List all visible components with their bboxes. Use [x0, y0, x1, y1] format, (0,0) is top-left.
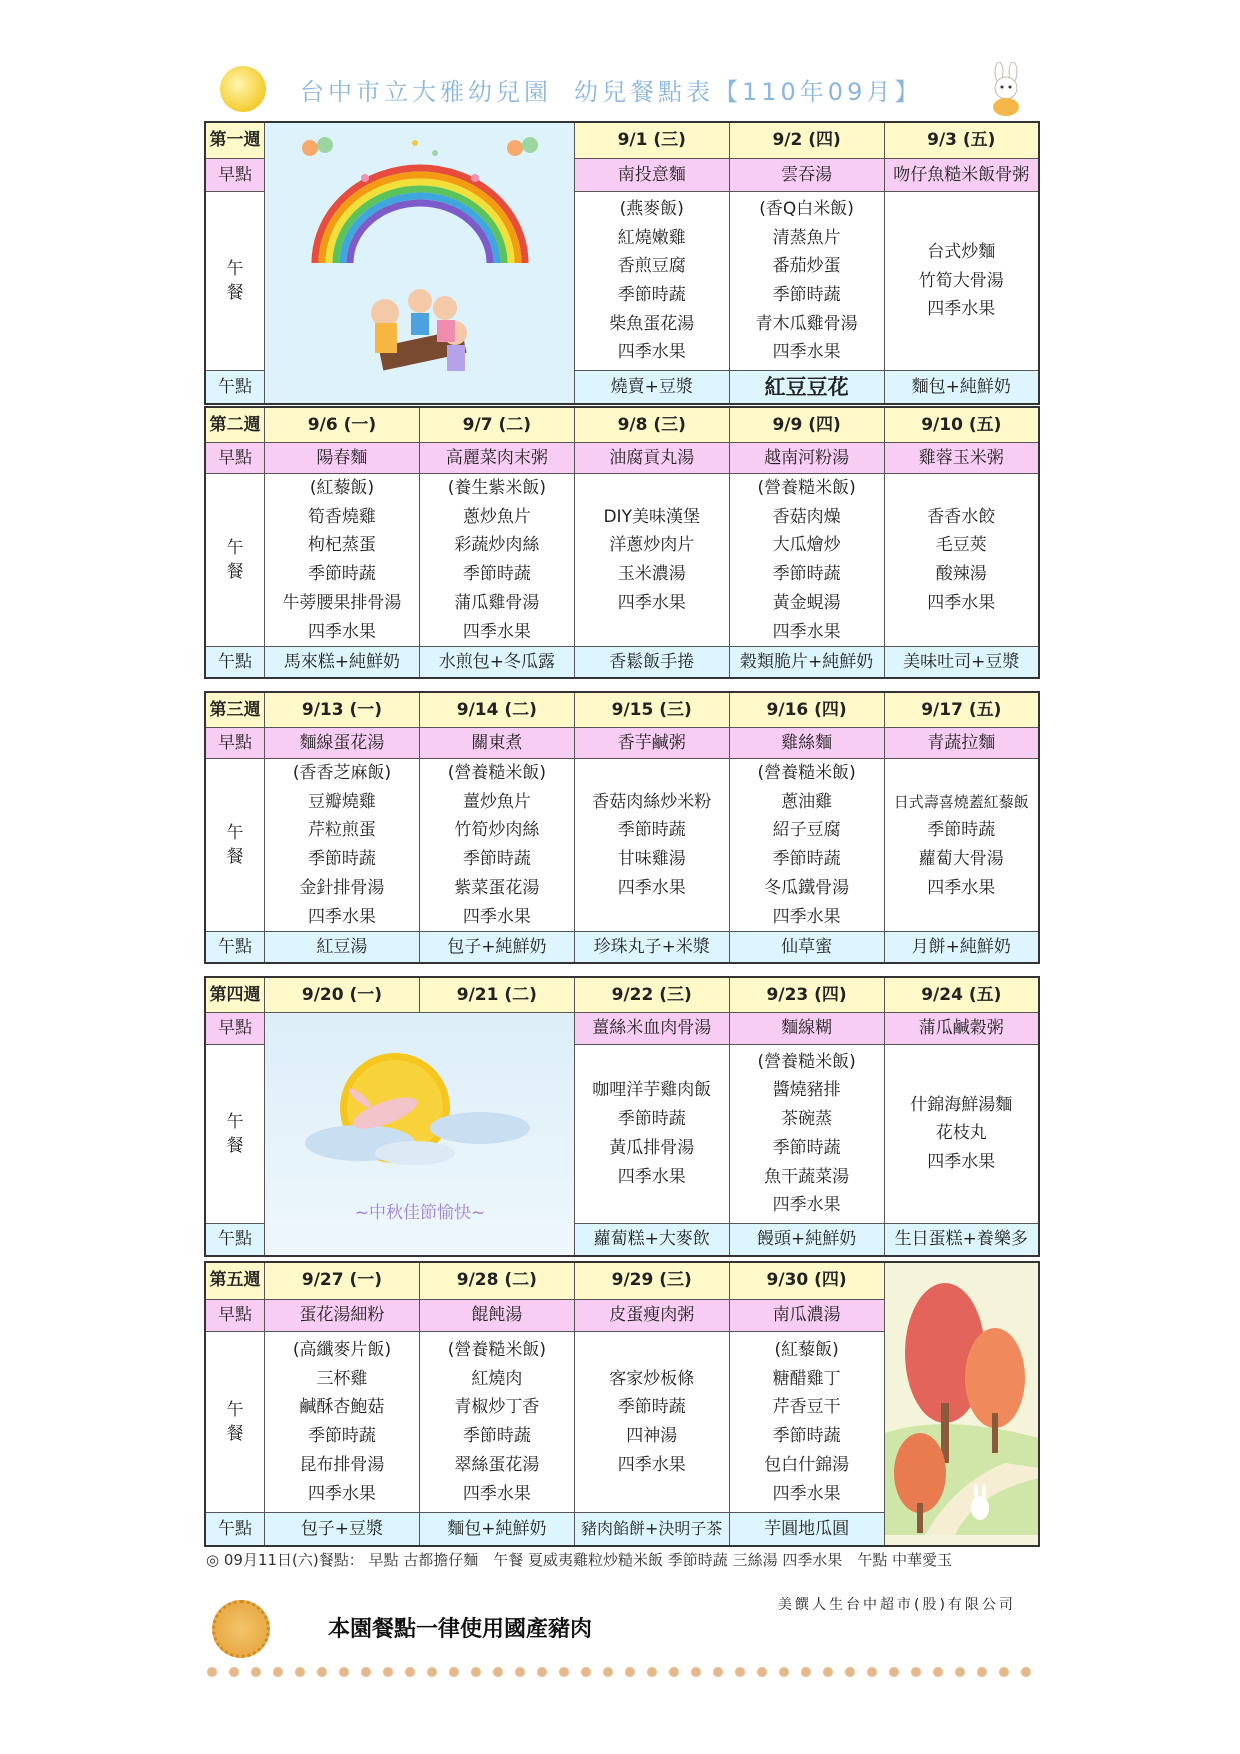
lunch-item: 黃瓜排骨湯: [609, 1137, 695, 1158]
date-cell: 9/17 (五): [884, 692, 1039, 728]
lunch-item: 黃金蜆湯: [772, 592, 841, 613]
lunch-item: 蘿蔔大骨湯: [918, 849, 1004, 870]
lunch-menu: [265, 474, 420, 647]
lunch-item: 青椒炒丁香: [454, 1397, 540, 1418]
moon-rabbit-icon: [220, 66, 266, 112]
lunch-item: 四季水果: [927, 299, 996, 320]
week-2-table: [204, 406, 1040, 679]
lunch-menu: [729, 474, 884, 647]
lunch-item: 紅燒肉: [471, 1368, 523, 1389]
lunch-item: 四季水果: [307, 621, 376, 642]
snack-label: 午點: [205, 371, 265, 404]
page-header: [0, 62, 1240, 122]
lunch-item: 彩蔬炒肉絲: [454, 535, 540, 556]
lunch-menu: [729, 191, 884, 371]
lunch-item: (養生紫米飯): [447, 478, 546, 498]
breakfast-item: 南瓜濃湯: [729, 1299, 884, 1331]
lunch-menu: [574, 191, 729, 371]
lunch-label: 午 餐: [205, 191, 265, 371]
lunch-label: 午 餐: [205, 759, 265, 932]
breakfast-item: 關東煮: [419, 728, 574, 759]
lunch-item: 四季水果: [772, 1195, 841, 1216]
lunch-menu: [884, 1044, 1039, 1223]
lunch-item: 香香水餃: [927, 506, 996, 527]
snack-label: 午點: [205, 647, 265, 679]
lunch-item: 四季水果: [927, 1152, 996, 1173]
snack-label: 午點: [205, 932, 265, 964]
lunch-item: 四季水果: [772, 342, 841, 363]
lunch-menu: [729, 1332, 884, 1513]
lunch-item: 四季水果: [772, 621, 841, 642]
date-cell: 9/21 (二): [419, 977, 574, 1013]
moon-rabbit-icon: [265, 1013, 574, 1245]
snack-item: 蘿蔔糕+大麥飲: [574, 1223, 729, 1256]
snack-item: 穀類脆片+純鮮奶: [729, 647, 884, 679]
breakfast-item: 陽春麵: [265, 443, 420, 474]
lunch-item: 季節時蔬: [772, 564, 841, 585]
date-cell: 9/27 (一): [265, 1262, 420, 1299]
snack-item: 生日蛋糕+養樂多: [884, 1223, 1039, 1256]
breakfast-item: 雲吞湯: [729, 159, 884, 191]
breakfast-item: 高麗菜肉末粥: [419, 443, 574, 474]
lunch-menu: [574, 759, 729, 932]
lunch-item: 季節時蔬: [617, 285, 686, 305]
lunch-item: 季節時蔬: [617, 1397, 686, 1418]
week-label: 第二週: [205, 407, 265, 443]
snack-item: 燒賣+豆漿: [574, 371, 729, 404]
breakfast-item: 越南河粉湯: [729, 443, 884, 474]
snack-item: 香鬆飯手捲: [574, 647, 729, 679]
lunch-item: 四季水果: [617, 342, 686, 363]
snack-item: 豬肉餡餅+決明子茶: [574, 1513, 729, 1546]
lunch-item: 四季水果: [307, 1483, 376, 1504]
lunch-item: 香煎豆腐: [617, 256, 686, 277]
breakfast-item: 皮蛋瘦肉粥: [574, 1299, 729, 1331]
lunch-item: (營養糙米飯): [757, 1051, 856, 1072]
lunch-item: 枸杞蒸蛋: [307, 535, 376, 556]
lunch-item: 翠絲蛋花湯: [454, 1454, 540, 1475]
lunch-item: 季節時蔬: [772, 1137, 841, 1158]
snack-item: 紅豆湯: [265, 932, 420, 964]
lunch-item: 芹香豆干: [772, 1397, 841, 1418]
date-cell: 9/24 (五): [884, 977, 1039, 1013]
lunch-item: 季節時蔬: [772, 1426, 841, 1447]
lunch-item: (香香芝麻飯): [292, 763, 392, 783]
lunch-item: 醬燒豬排: [772, 1080, 841, 1101]
lunch-item: 糖醋雞丁: [772, 1368, 841, 1389]
week-1-table: [204, 121, 1040, 405]
lunch-item: 清蒸魚片: [772, 227, 841, 248]
lunch-item: 什錦海鮮湯麵: [910, 1094, 1013, 1115]
date-cell: 9/30 (四): [729, 1262, 884, 1299]
lunch-item: 四季水果: [462, 1483, 531, 1504]
lunch-item: 柴魚蛋花湯: [609, 313, 695, 334]
lunch-item: 牛蒡腰果排骨湯: [282, 592, 402, 613]
week-label: 第一週: [205, 122, 265, 159]
lunch-item: (香Q白米飯): [759, 198, 854, 219]
lunch-item: 四季水果: [772, 1483, 841, 1504]
date-cell: 9/3 (五): [884, 122, 1039, 159]
date-cell: 9/15 (三): [574, 692, 729, 728]
lunch-item: 大瓜燴炒: [772, 535, 841, 556]
lunch-item: 紅燒嫩雞: [617, 227, 686, 248]
lunch-menu: [419, 474, 574, 647]
snack-item: 水煎包+冬瓜露: [419, 647, 574, 679]
lunch-item: 青木瓜雞骨湯: [755, 313, 858, 334]
snack-label: 午點: [205, 1513, 265, 1546]
lunch-item: 包白什錦湯: [764, 1454, 850, 1475]
lunch-item: 紫菜蛋花湯: [454, 877, 540, 898]
lunch-label: 午 餐: [205, 474, 265, 647]
date-cell: 9/9 (四): [729, 407, 884, 443]
lunch-item: 甘味雞湯: [617, 849, 686, 870]
breakfast-label: 早點: [205, 1013, 265, 1045]
lunch-menu: [419, 759, 574, 932]
week-3-table: [204, 691, 1040, 964]
date-cell: 9/8 (三): [574, 407, 729, 443]
snack-label: 午點: [205, 1223, 265, 1256]
lunch-item: 芹粒煎蛋: [307, 820, 376, 841]
lunch-menu: [884, 191, 1039, 371]
lunch-item: 季節時蔬: [772, 285, 841, 305]
lunch-item: 三杯雞: [316, 1368, 368, 1389]
lunch-item: 薑炒魚片: [462, 791, 531, 812]
breakfast-label: 早點: [205, 1299, 265, 1331]
breakfast-label: 早點: [205, 728, 265, 759]
lunch-item: 季節時蔬: [772, 849, 841, 870]
breakfast-label: 早點: [205, 159, 265, 191]
lunch-item: 茶碗蒸: [781, 1109, 833, 1130]
lunch-item: 酸辣湯: [935, 564, 987, 585]
date-cell: 9/10 (五): [884, 407, 1039, 443]
lunch-item: 毛豆莢: [935, 535, 987, 556]
lunch-item: 金針排骨湯: [299, 877, 385, 898]
lunch-item: 季節時蔬: [927, 820, 996, 841]
snack-item: 仙草蜜: [729, 932, 884, 964]
lunch-item: 四神湯: [626, 1426, 678, 1447]
lunch-item: 咖哩洋芋雞肉飯: [592, 1080, 712, 1101]
bunny-border-icon: [204, 1660, 1040, 1680]
lunch-item: 竹筍炒肉絲: [454, 820, 540, 841]
snack-item: 芋圓地瓜圓: [729, 1513, 884, 1546]
breakfast-item: 麵線糊: [729, 1013, 884, 1045]
snack-item: 饅頭+純鮮奶: [729, 1223, 884, 1256]
week-label: 第五週: [205, 1262, 265, 1299]
date-cell: 9/20 (一): [265, 977, 420, 1013]
lunch-item: 玉米濃湯: [617, 564, 686, 585]
lunch-item: (紅藜飯): [774, 1340, 839, 1361]
bunny-icon: [982, 62, 1030, 118]
date-cell: 9/1 (三): [574, 122, 729, 159]
lunch-item: 花枝丸: [935, 1123, 987, 1144]
week-4-table: [204, 976, 1040, 1257]
lunch-item: (高纖麥片飯): [292, 1340, 392, 1361]
lunch-menu: [419, 1332, 574, 1513]
lunch-item: 四季水果: [927, 592, 996, 613]
lunch-item: 蔥炒魚片: [462, 506, 531, 527]
festival-banner: ~中秋佳節愉快~: [354, 1203, 486, 1223]
autumn-forest-illustration: [884, 1262, 1039, 1546]
lunch-item: (營養糙米飯): [757, 763, 856, 783]
lunch-item: 四季水果: [927, 877, 996, 898]
date-cell: 9/13 (一): [265, 692, 420, 728]
lunch-item: 台式炒麵: [927, 241, 996, 262]
mid-autumn-illustration: [265, 1013, 575, 1256]
date-cell: 9/14 (二): [419, 692, 574, 728]
snack-item: 包子+純鮮奶: [419, 932, 574, 964]
lunch-item: 四季水果: [772, 906, 841, 927]
lunch-menu: [265, 1332, 420, 1513]
lunch-item: 四季水果: [617, 592, 686, 613]
snack-item: 紅豆豆花: [729, 371, 884, 404]
lunch-item: 客家炒板條: [609, 1368, 695, 1389]
breakfast-item: 薑絲米血肉骨湯: [574, 1013, 729, 1045]
lunch-item: (營養糙米飯): [757, 478, 856, 498]
lunch-item: 四季水果: [462, 621, 531, 642]
breakfast-item: 蛋花湯細粉: [265, 1299, 420, 1331]
date-cell: 9/28 (二): [419, 1262, 574, 1299]
supplier-name: 美饌人生台中超市(股)有限公司: [778, 1597, 1016, 1613]
date-cell: 9/7 (二): [419, 407, 574, 443]
snack-item: 美味吐司+豆漿: [884, 647, 1039, 679]
breakfast-item: 青蔬拉麵: [884, 728, 1039, 759]
menu-title: 幼兒餐點表【110年09月】: [574, 78, 923, 106]
week-label: 第三週: [205, 692, 265, 728]
lunch-menu: [884, 474, 1039, 647]
pork-notice: 本園餐點一律使用國產豬肉: [328, 1617, 593, 1642]
lunch-label: 午 餐: [205, 1332, 265, 1513]
breakfast-label: 早點: [205, 443, 265, 474]
breakfast-item: 蒲瓜鹹穀粥: [884, 1013, 1039, 1045]
snack-item: 馬來糕+純鮮奶: [265, 647, 420, 679]
lunch-item: 香菇肉燥: [772, 506, 841, 527]
breakfast-item: 香芋鹹粥: [574, 728, 729, 759]
lunch-item: 季節時蔬: [307, 564, 376, 585]
rainbow-children-illustration: [265, 122, 575, 404]
lunch-menu: [884, 759, 1039, 932]
lunch-menu: [574, 1044, 729, 1223]
lunch-item: 四季水果: [617, 1454, 686, 1475]
date-cell: 9/2 (四): [729, 122, 884, 159]
snack-item: 珍珠丸子+米漿: [574, 932, 729, 964]
lunch-item: 洋蔥炒肉片: [609, 535, 695, 556]
lunch-item: (營養糙米飯): [447, 763, 546, 783]
date-cell: 9/29 (三): [574, 1262, 729, 1299]
lunch-item: 竹筍大骨湯: [918, 270, 1004, 291]
lunch-menu: [729, 759, 884, 932]
lunch-item: 季節時蔬: [462, 1426, 531, 1447]
lunch-item: 鹹酥杏鮑菇: [299, 1397, 385, 1418]
week-label: 第四週: [205, 977, 265, 1013]
lunch-item: 筍香燒雞: [307, 506, 376, 527]
breakfast-item: 油腐貢丸湯: [574, 443, 729, 474]
date-cell: 9/23 (四): [729, 977, 884, 1013]
lunch-item: 季節時蔬: [462, 564, 531, 585]
date-cell: 9/6 (一): [265, 407, 420, 443]
lunch-item: 豆瓣燒雞: [307, 791, 376, 812]
lunch-menu: [265, 759, 420, 932]
breakfast-item: 麵線蛋花湯: [265, 728, 420, 759]
lunch-item: 四季水果: [462, 906, 531, 927]
snack-item: 麵包+純鮮奶: [419, 1513, 574, 1546]
lunch-item: 四季水果: [617, 1166, 686, 1187]
saturday-note: ◎ 09月11日(六)餐點： 早點 古都擔仔麵 午餐 夏威夷雞粒炒糙米飯 季節時蔬 三絲湯 四季水果 午點 中華愛玉: [206, 1551, 953, 1569]
lunch-item: 紹子豆腐: [772, 820, 841, 841]
lunch-menu: [729, 1044, 884, 1223]
lunch-item: 魚干蔬菜湯: [764, 1166, 850, 1187]
lunch-item: 番茄炒蛋: [772, 256, 841, 277]
rainbow-icon: [265, 123, 574, 393]
lunch-menu: [574, 1332, 729, 1513]
lunch-item: (紅藜飯): [309, 478, 375, 498]
lunch-item: 季節時蔬: [307, 1426, 376, 1447]
snack-item: 包子+豆漿: [265, 1513, 420, 1546]
date-cell: 9/16 (四): [729, 692, 884, 728]
lunch-item: DIY美味漢堡: [603, 506, 700, 527]
snack-item: 月餅+純鮮奶: [884, 932, 1039, 964]
lunch-item: 季節時蔬: [617, 820, 686, 841]
lunch-item: (燕麥飯): [619, 198, 684, 219]
autumn-trees-icon: [885, 1263, 1039, 1535]
lunch-item: 季節時蔬: [307, 849, 376, 870]
snack-item: 麵包+純鮮奶: [884, 371, 1039, 404]
lunch-menu: [574, 474, 729, 647]
date-cell: 9/22 (三): [574, 977, 729, 1013]
lunch-item: 蔥油雞: [781, 791, 833, 812]
lunch-item: 蒲瓜雞骨湯: [454, 592, 540, 613]
school-name: 台中市立大雅幼兒園: [300, 78, 552, 106]
breakfast-item: 南投意麵: [574, 159, 729, 191]
lunch-item: 香菇肉絲炒米粉: [592, 791, 712, 812]
lunch-label: 午 餐: [205, 1044, 265, 1223]
lunch-item: 日式壽喜燒蓋紅藜飯: [893, 792, 1029, 811]
mooncake-icon: [212, 1600, 270, 1658]
lunch-item: 季節時蔬: [462, 849, 531, 870]
lunch-item: (營養糙米飯): [447, 1340, 546, 1361]
breakfast-item: 吻仔魚糙米飯骨粥: [884, 159, 1039, 191]
lunch-item: 四季水果: [617, 877, 686, 898]
breakfast-item: 雞絲麵: [729, 728, 884, 759]
breakfast-item: 雞蓉玉米粥: [884, 443, 1039, 474]
lunch-item: 昆布排骨湯: [299, 1454, 385, 1475]
page-title: [300, 72, 922, 107]
lunch-item: 冬瓜鐵骨湯: [764, 877, 850, 898]
breakfast-item: 餛飩湯: [419, 1299, 574, 1331]
lunch-item: 四季水果: [307, 906, 376, 927]
lunch-item: 季節時蔬: [617, 1109, 686, 1130]
week-5-table: [204, 1261, 1040, 1547]
